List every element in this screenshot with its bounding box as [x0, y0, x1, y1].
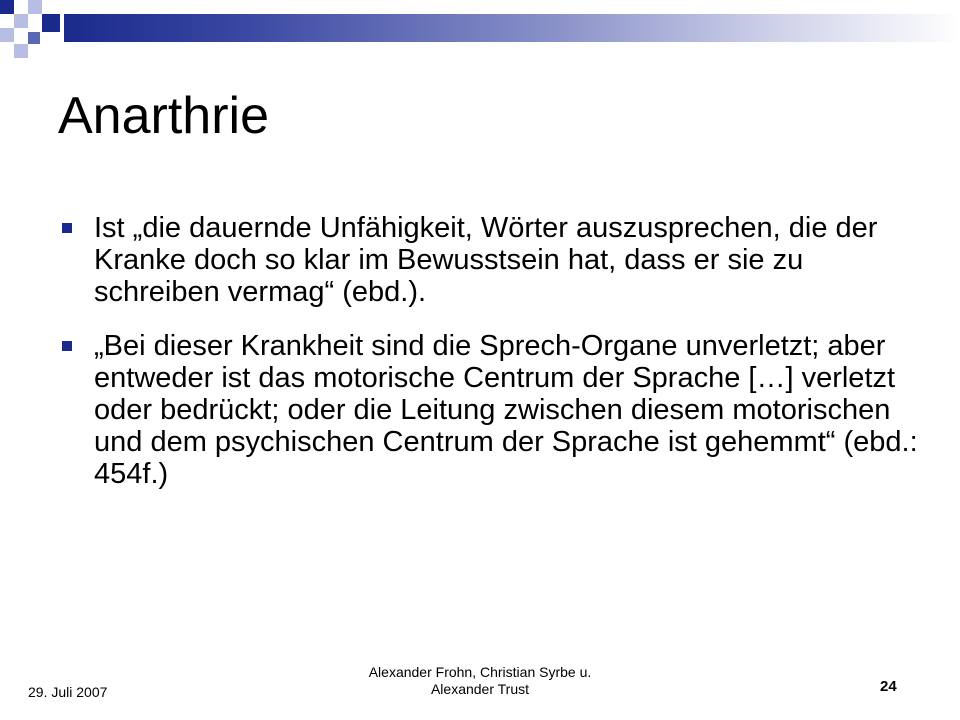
footer-authors	[300, 664, 660, 698]
decorative-square	[0, 28, 14, 42]
slide-title: Anarthrie	[58, 87, 269, 145]
bullet-item	[60, 330, 920, 490]
footer-authors-line: Alexander Frohn, Christian Syrbe u.	[368, 664, 592, 680]
bullet-text: Ist „die dauernde Unfähigkeit, Wörter auszusprechen, die der Kranke doch so klar im Bewusstsein hat, dass er sie zu schreiben vermag“ (ebd.).	[94, 212, 878, 308]
bullet-list	[60, 212, 920, 512]
decorative-square	[0, 0, 14, 14]
footer-authors-line: Alexander Trust	[430, 681, 530, 697]
square-bullet-icon	[62, 223, 72, 233]
decorative-square	[14, 44, 28, 58]
decorative-square	[42, 14, 60, 32]
decorative-square	[28, 0, 42, 14]
decorative-square	[14, 14, 28, 28]
footer-date: 29. Juli 2007	[28, 684, 108, 700]
bullet-text: „Bei dieser Krankheit sind die Sprech-Organe unverletzt; aber entweder ist das motorische Centrum der Sprache […] verletzt oder bedrückt; oder die Leitung zwischen diesem motorischen und dem psychischen Centrum der Sprache ist gehemmt“ (ebd.: 454f.)	[94, 330, 918, 490]
bullet-item	[60, 212, 920, 308]
decorative-square	[28, 32, 40, 44]
square-bullet-icon	[62, 341, 72, 351]
header-gradient-bar	[64, 14, 960, 42]
page-number: 24	[880, 678, 897, 695]
